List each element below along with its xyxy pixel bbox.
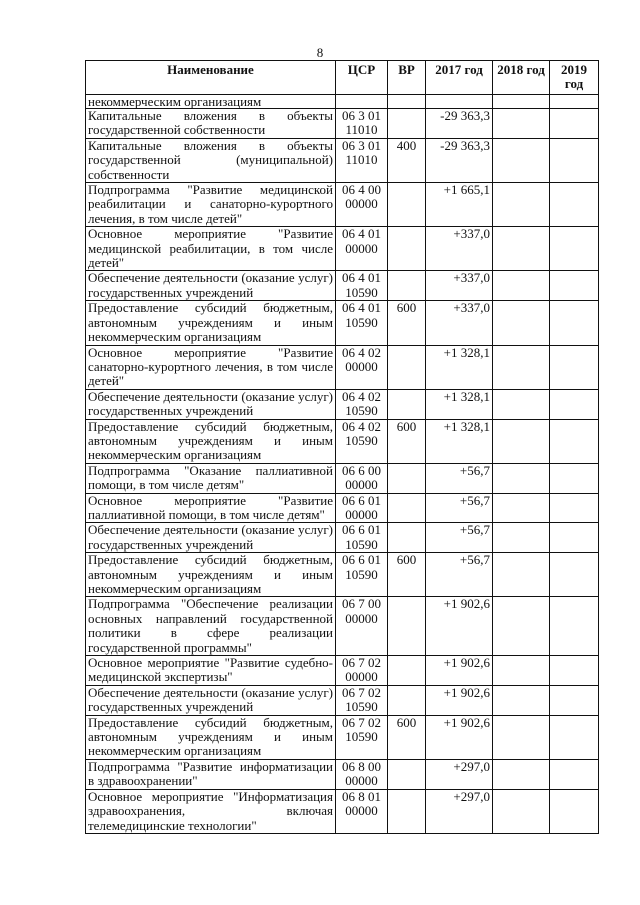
table-row (86, 463, 599, 493)
header-2018: 2018 год (493, 61, 550, 95)
cell-2019 (550, 301, 599, 345)
cell-vr: 600 (388, 419, 426, 463)
cell-vr (388, 183, 426, 227)
cell-csr: 06 7 02 10590 (336, 685, 388, 715)
cell-name: Предоставление субсидий бюджетным, автономным учреждениям и иным некоммерческим организациям (86, 715, 336, 759)
cell-vr (388, 109, 426, 139)
header-2017: 2017 год (426, 61, 493, 95)
cell-name: Капитальные вложения в объекты государственной собственности (86, 109, 336, 139)
cell-2019 (550, 271, 599, 301)
cell-2018 (493, 227, 550, 271)
table-row (86, 109, 599, 139)
table-row (86, 345, 599, 389)
cell-vr (388, 597, 426, 656)
cell-vr (388, 493, 426, 523)
cell-2017: -29 363,3 (426, 138, 493, 182)
cell-2018 (493, 685, 550, 715)
cell-csr: 06 6 00 00000 (336, 463, 388, 493)
cell-vr: 400 (388, 138, 426, 182)
cell-name: Обеспечение деятельности (оказание услуг) государственных учреждений (86, 271, 336, 301)
cell-2017: +1 902,6 (426, 597, 493, 656)
cell-2017: +337,0 (426, 271, 493, 301)
cell-2018 (493, 523, 550, 553)
cell-2018 (493, 463, 550, 493)
cell-2019 (550, 109, 599, 139)
cell-vr (388, 656, 426, 686)
budget-table (85, 60, 599, 834)
cell-2017: -29 363,3 (426, 109, 493, 139)
cell-2017: +1 902,6 (426, 656, 493, 686)
cell-csr (336, 95, 388, 109)
cell-name: Основное мероприятие "Развитие санаторно-курортного лечения, в том числе детей" (86, 345, 336, 389)
cell-name: Основное мероприятие "Развитие судебно-медицинской экспертизы" (86, 656, 336, 686)
cell-2018 (493, 109, 550, 139)
cell-2017: +297,0 (426, 789, 493, 833)
cell-2017: +56,7 (426, 463, 493, 493)
cell-name: Капитальные вложения в объекты государственной (муниципальной) собственности (86, 138, 336, 182)
cell-2018 (493, 271, 550, 301)
cell-2019 (550, 183, 599, 227)
cell-csr: 06 4 02 10590 (336, 389, 388, 419)
cell-name: Обеспечение деятельности (оказание услуг) государственных учреждений (86, 389, 336, 419)
table-row (86, 789, 599, 833)
cell-csr: 06 4 01 00000 (336, 227, 388, 271)
cell-name: Подпрограмма "Развитие медицинской реабилитации и санаторно-курортного лечения, в том числе детей" (86, 183, 336, 227)
table-row (86, 685, 599, 715)
header-2019: 2019 год (550, 61, 599, 95)
table-row (86, 656, 599, 686)
cell-name: Подпрограмма "Обеспечение реализации основных направлений государственной политики в сфере реализации государственной программы" (86, 597, 336, 656)
header-csr: ЦСР (336, 61, 388, 95)
cell-2017: +1 902,6 (426, 715, 493, 759)
cell-vr (388, 789, 426, 833)
cell-vr: 600 (388, 715, 426, 759)
cell-2017: +56,7 (426, 523, 493, 553)
cell-2018 (493, 789, 550, 833)
cell-name: Обеспечение деятельности (оказание услуг) государственных учреждений (86, 523, 336, 553)
cell-2019 (550, 759, 599, 789)
cell-2018 (493, 715, 550, 759)
cell-csr: 06 3 01 11010 (336, 109, 388, 139)
table-row (86, 138, 599, 182)
cell-2019 (550, 493, 599, 523)
table-row (86, 715, 599, 759)
cell-2018 (493, 345, 550, 389)
cell-2017: +1 328,1 (426, 419, 493, 463)
cell-vr: 600 (388, 301, 426, 345)
cell-2019 (550, 656, 599, 686)
cell-2017: +1 665,1 (426, 183, 493, 227)
cell-2019 (550, 553, 599, 597)
cell-name: Основное мероприятие "Развитие паллиативной помощи, в том числе детям" (86, 493, 336, 523)
cell-csr: 06 7 00 00000 (336, 597, 388, 656)
cell-2018 (493, 301, 550, 345)
cell-csr: 06 8 01 00000 (336, 789, 388, 833)
cell-csr: 06 4 02 00000 (336, 345, 388, 389)
cell-2017 (426, 95, 493, 109)
cell-vr (388, 389, 426, 419)
cell-2018 (493, 138, 550, 182)
cell-name: Основное мероприятие "Развитие медицинской реабилитации, в том числе детей" (86, 227, 336, 271)
table-row (86, 553, 599, 597)
cell-2019 (550, 789, 599, 833)
cell-csr: 06 7 02 10590 (336, 715, 388, 759)
cell-name: Предоставление субсидий бюджетным, автономным учреждениям и иным некоммерческим организациям (86, 553, 336, 597)
table-row (86, 183, 599, 227)
cell-vr (388, 271, 426, 301)
cell-2018 (493, 389, 550, 419)
cell-vr (388, 227, 426, 271)
cell-2019 (550, 463, 599, 493)
cell-csr: 06 8 00 00000 (336, 759, 388, 789)
cell-2017: +56,7 (426, 493, 493, 523)
cell-name: Подпрограмма "Оказание паллиативной помощи, в том числе детям" (86, 463, 336, 493)
cell-vr (388, 95, 426, 109)
cell-name: Подпрограмма "Развитие информатизации в здравоохранении" (86, 759, 336, 789)
cell-2017: +1 328,1 (426, 389, 493, 419)
table-row (86, 493, 599, 523)
table-body (86, 95, 599, 834)
cell-vr (388, 685, 426, 715)
cell-2018 (493, 656, 550, 686)
page-number: 8 (316, 45, 324, 60)
table-row (86, 597, 599, 656)
cell-2018 (493, 553, 550, 597)
table-row (86, 95, 599, 109)
cell-2019 (550, 715, 599, 759)
header-name: Наименование (86, 61, 336, 95)
cell-vr (388, 759, 426, 789)
cell-name: некоммерческим организациям (86, 95, 336, 109)
table-row (86, 759, 599, 789)
cell-csr: 06 4 00 00000 (336, 183, 388, 227)
cell-2019 (550, 597, 599, 656)
cell-csr: 06 6 01 00000 (336, 493, 388, 523)
cell-csr: 06 7 02 00000 (336, 656, 388, 686)
cell-vr (388, 345, 426, 389)
header-vr: ВР (388, 61, 426, 95)
table-header-row (86, 61, 599, 95)
cell-csr: 06 4 02 10590 (336, 419, 388, 463)
table-row (86, 523, 599, 553)
cell-2018 (493, 419, 550, 463)
table-row (86, 271, 599, 301)
cell-2019 (550, 685, 599, 715)
cell-csr: 06 6 01 10590 (336, 523, 388, 553)
cell-2019 (550, 389, 599, 419)
cell-2018 (493, 183, 550, 227)
cell-2017: +1 328,1 (426, 345, 493, 389)
table-row (86, 227, 599, 271)
cell-2019 (550, 345, 599, 389)
cell-2017: +297,0 (426, 759, 493, 789)
cell-2019 (550, 523, 599, 553)
cell-name: Предоставление субсидий бюджетным, автономным учреждениям и иным некоммерческим организациям (86, 419, 336, 463)
cell-2019 (550, 95, 599, 109)
cell-csr: 06 6 01 10590 (336, 553, 388, 597)
cell-name: Обеспечение деятельности (оказание услуг) государственных учреждений (86, 685, 336, 715)
cell-name: Предоставление субсидий бюджетным, автономным учреждениям и иным некоммерческим организациям (86, 301, 336, 345)
cell-vr (388, 523, 426, 553)
table-row (86, 419, 599, 463)
cell-2017: +56,7 (426, 553, 493, 597)
cell-vr: 600 (388, 553, 426, 597)
cell-2018 (493, 597, 550, 656)
table-row (86, 301, 599, 345)
cell-2019 (550, 138, 599, 182)
cell-csr: 06 3 01 11010 (336, 138, 388, 182)
cell-2019 (550, 419, 599, 463)
cell-2018 (493, 759, 550, 789)
cell-name: Основное мероприятие "Информатизация здравоохранения, включая телемедицинские технологии" (86, 789, 336, 833)
cell-2018 (493, 493, 550, 523)
cell-2019 (550, 227, 599, 271)
cell-csr: 06 4 01 10590 (336, 271, 388, 301)
cell-csr: 06 4 01 10590 (336, 301, 388, 345)
cell-2018 (493, 95, 550, 109)
cell-vr (388, 463, 426, 493)
cell-2017: +1 902,6 (426, 685, 493, 715)
cell-2017: +337,0 (426, 227, 493, 271)
cell-2017: +337,0 (426, 301, 493, 345)
table-row (86, 389, 599, 419)
